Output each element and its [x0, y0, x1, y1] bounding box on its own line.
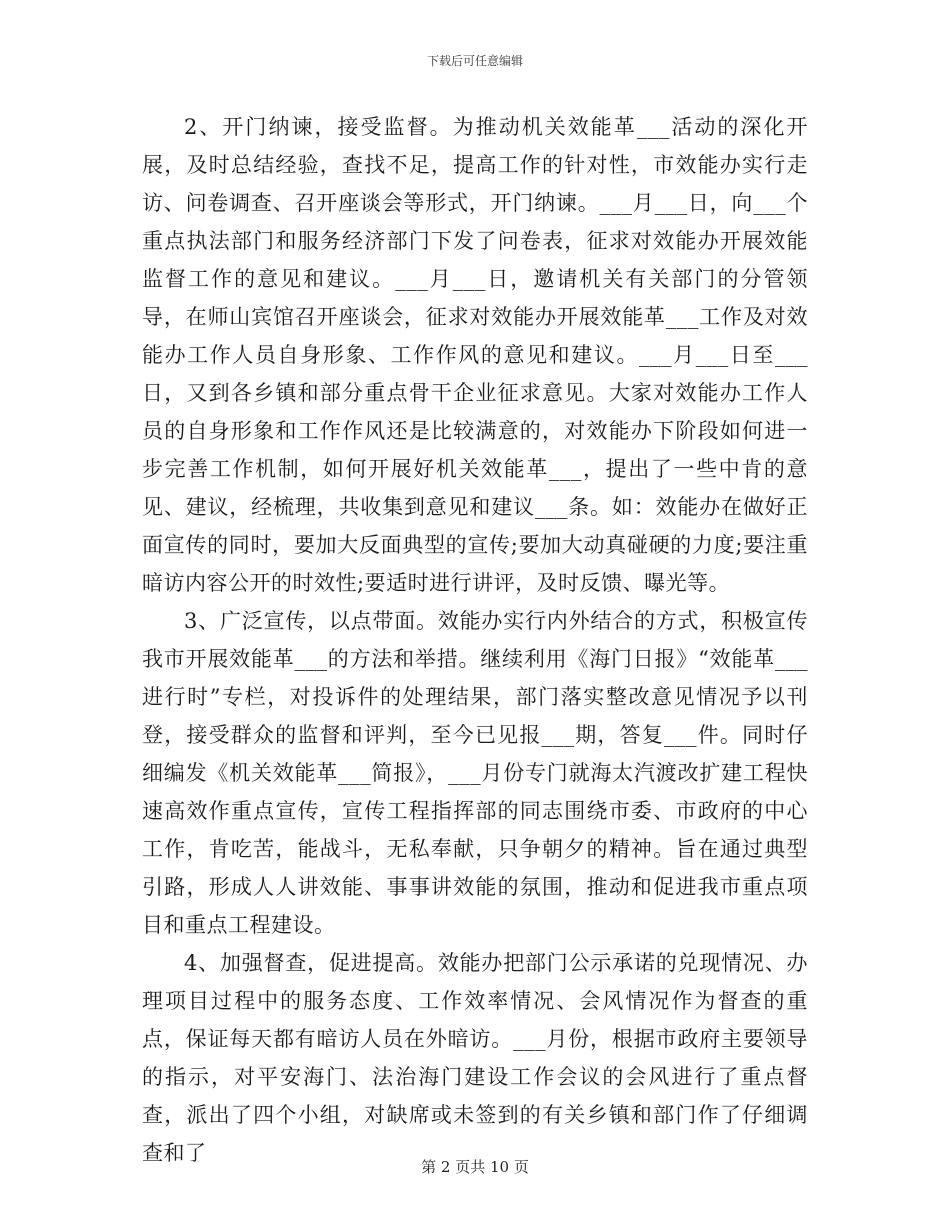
page-header: 下载后可任意编辑: [426, 54, 523, 68]
paragraph-2: 2、开门纳谏，接受监督。为推动机关效能革___活动的深化开展，及时总结经验，查找不足，提高工作的针对性，市效能办实行走访、问卷调查、召开座谈会等形式，开门纳谏。___月___日，向___个重点执法部门和服务经济部门下发了问卷表，征求对效能办开展效能监督工作的意见和建议。___月___日，邀请机关有关部门的分管领导，在师山宾馆召开座谈会，征求对效能办开展效能革___工作及对效能办工作人员自身形象、工作作风的意见和建议。___月___日至___日，又到各乡镇和部分重点骨干企业征求意见。大家对效能办工作人员的自身形象和工作作风还是比较满意的，对效能办下阶段如何进一步完善工作机制，如何开展好机关效能革___，提出了一些中肯的意见、建议，经梳理，共收集到意见和建议___条。如：效能办在做好正面宣传的同时，要加大反面典型的宣传;要加大动真碰硬的力度;要注重暗访内容公开的时效性;要适时进行讲评，及时反馈、曝光等。: [142, 115, 808, 595]
paragraph-4: 4、加强督查，促进提高。效能办把部门公示承诺的兑现情况、办理项目过程中的服务态度、工作效率情况、会风情况作为督查的重点，保证每天都有暗访人员在外暗访。___月份，根据市政府主要领导的指示，对平安海门、法治海门建设工作会议的会风进行了重点督查，派出了四个小组，对缺席或未签到的有关乡镇和部门作了仔细调查和了: [142, 951, 808, 1165]
page-number-footer: 第 2 页共 10 页: [421, 1158, 529, 1176]
document-body: [142, 108, 808, 1172]
paragraph-3: 3、广泛宣传，以点带面。效能办实行内外结合的方式，积极宣传我市开展效能革___的方法和举措。继续利用《海门日报》“效能革___进行时”专栏，对投诉件的处理结果，部门落实整改意见情况予以刊登，接受群众的监督和评判，至今已见报___期，答复___件。同时仔细编发《机关效能革___简报》，___月份专门就海太汽渡改扩建工程快速高效作重点宣传，宣传工程指挥部的同志围绕市委、市政府的中心工作，肯吃苦，能战斗，无私奉献，只争朝夕的精神。旨在通过典型引路，形成人人讲效能、事事讲效能的氛围，推动和促进我市重点项目和重点工程建设。: [142, 609, 808, 937]
